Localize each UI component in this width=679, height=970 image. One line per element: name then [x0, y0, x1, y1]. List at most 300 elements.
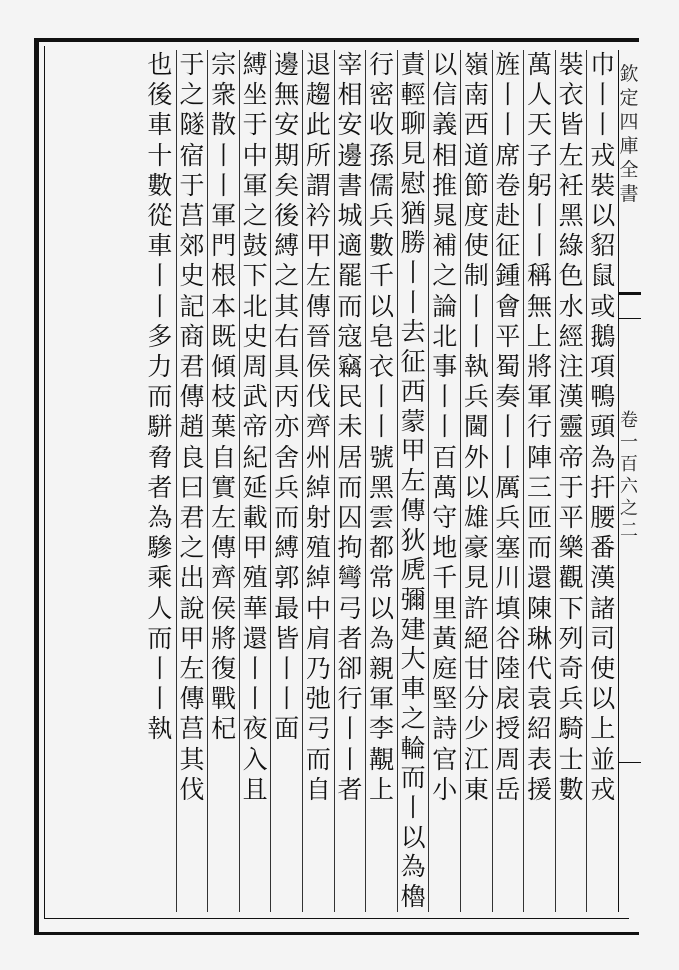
glyph: 肩: [305, 623, 331, 653]
glyph: 傳: [305, 291, 331, 321]
glyph: 執: [147, 714, 173, 744]
glyph: 傳: [179, 684, 205, 714]
glyph: 自: [305, 774, 331, 804]
glyph: 延: [242, 472, 268, 502]
glyph: 其: [274, 291, 300, 321]
glyph: 丨: [242, 654, 268, 684]
glyph: 地: [432, 533, 458, 563]
glyph: 莒: [179, 714, 205, 744]
glyph: 侯: [211, 593, 237, 623]
glyph: 以: [463, 472, 489, 502]
glyph: 論: [432, 291, 458, 321]
glyph: 君: [179, 352, 205, 382]
glyph: 輪: [400, 733, 426, 763]
glyph: 軍: [527, 382, 553, 412]
text-block: [48, 50, 618, 912]
glyph: 縛: [274, 533, 300, 563]
glyph: 蜀: [495, 352, 521, 382]
glyph: 川: [495, 563, 521, 593]
glyph: 列: [558, 623, 584, 653]
glyph: 丨: [369, 382, 395, 412]
glyph: 士: [558, 744, 584, 774]
glyph: 無: [527, 291, 553, 321]
glyph: 之: [179, 533, 205, 563]
glyph: 以: [432, 50, 458, 79]
glyph: 丨: [211, 170, 237, 200]
glyph: 數: [369, 231, 395, 261]
glyph: 丨: [463, 291, 489, 321]
glyph: 匝: [527, 503, 553, 533]
glyph: 寇: [337, 321, 363, 351]
glyph: 居: [337, 442, 363, 472]
glyph: 彌: [400, 584, 426, 614]
glyph: 齊: [305, 412, 331, 442]
glyph: 皆: [274, 623, 300, 653]
glyph: 丨: [495, 80, 521, 110]
glyph: 衽: [558, 170, 584, 200]
glyph: 甲: [400, 436, 426, 466]
glyph: 帝: [558, 442, 584, 472]
glyph: 趨: [305, 80, 331, 110]
glyph: 周: [242, 352, 268, 382]
glyph: 葉: [211, 412, 237, 442]
glyph: 征: [495, 231, 521, 261]
glyph: 行: [527, 412, 553, 442]
glyph: 出: [179, 563, 205, 593]
glyph: 還: [527, 563, 553, 593]
glyph: 面: [274, 714, 300, 744]
glyph: 漢: [558, 382, 584, 412]
glyph: 陳: [527, 593, 553, 623]
glyph: 見: [463, 563, 489, 593]
glyph: 入: [242, 744, 268, 774]
glyph: 千: [369, 261, 395, 291]
glyph: 軍: [242, 170, 268, 200]
glyph: 丨: [527, 231, 553, 261]
text-column: [239, 50, 271, 912]
glyph: 民: [337, 382, 363, 412]
glyph: 自: [211, 442, 237, 472]
glyph: 丨: [147, 654, 173, 684]
glyph: 而: [337, 472, 363, 502]
glyph: 戎: [590, 140, 616, 170]
glyph: 分: [463, 684, 489, 714]
text-column: [492, 50, 524, 912]
glyph: 制: [463, 261, 489, 291]
text-column: [365, 50, 397, 912]
glyph: 復: [211, 654, 237, 684]
glyph: 表: [527, 744, 553, 774]
glyph: 曰: [179, 472, 205, 502]
text-column: [523, 50, 555, 912]
glyph: 周: [495, 744, 521, 774]
glyph: 授: [495, 714, 521, 744]
glyph: 中: [305, 593, 331, 623]
glyph: 南: [463, 80, 489, 110]
glyph: 丨: [274, 684, 300, 714]
glyph: 會: [495, 291, 521, 321]
glyph: 號: [369, 442, 395, 472]
glyph: 趙: [179, 412, 205, 442]
glyph: 守: [432, 503, 458, 533]
glyph: 建: [400, 614, 426, 644]
glyph: 兵: [463, 382, 489, 412]
glyph: 推: [432, 170, 458, 200]
glyph: 事: [432, 352, 458, 382]
glyph: 紹: [527, 714, 553, 744]
glyph: 于: [179, 170, 205, 200]
glyph: 弓: [305, 714, 331, 744]
glyph: 傳: [211, 533, 237, 563]
glyph: 具: [274, 352, 300, 382]
glyph: 丨: [147, 261, 173, 291]
glyph: 且: [242, 774, 268, 804]
glyph: 番: [590, 533, 616, 563]
glyph: 衆: [211, 80, 237, 110]
glyph: 去: [400, 317, 426, 347]
text-column: [334, 50, 366, 912]
glyph: 裝: [558, 50, 584, 79]
text-column: [144, 50, 176, 912]
glyph: 良: [179, 442, 205, 472]
glyph: 以: [369, 291, 395, 321]
text-column: [460, 50, 492, 912]
glyph: 代: [527, 654, 553, 684]
glyph: 而: [147, 623, 173, 653]
glyph: 者: [147, 472, 173, 502]
glyph: 此: [305, 110, 331, 140]
glyph: 後: [274, 201, 300, 231]
text-column: [207, 50, 239, 912]
glyph: 水: [558, 291, 584, 321]
glyph: 左: [211, 503, 237, 533]
glyph: 綽: [305, 563, 331, 593]
glyph: 傳: [179, 382, 205, 412]
glyph: 從: [147, 201, 173, 231]
glyph: 頭: [590, 412, 616, 442]
glyph: 袁: [527, 684, 553, 714]
glyph: 安: [337, 110, 363, 140]
glyph: 黃: [432, 623, 458, 653]
glyph: 以: [590, 684, 616, 714]
glyph: 鍾: [495, 261, 521, 291]
glyph: 使: [463, 231, 489, 261]
glyph: 許: [463, 593, 489, 623]
glyph: 彎: [337, 563, 363, 593]
glyph: 力: [147, 352, 173, 382]
glyph: 百: [432, 442, 458, 472]
glyph: 者: [337, 623, 363, 653]
glyph: 書: [337, 170, 363, 200]
glyph: 將: [211, 623, 237, 653]
glyph: 注: [558, 352, 584, 382]
glyph: 後: [147, 80, 173, 110]
glyph: 晁: [432, 201, 458, 231]
glyph: 躬: [527, 170, 553, 200]
glyph: 安: [274, 110, 300, 140]
glyph: 將: [527, 352, 553, 382]
glyph: 奏: [495, 382, 521, 412]
glyph: 官: [432, 744, 458, 774]
glyph: 絕: [463, 623, 489, 653]
glyph: 城: [337, 201, 363, 231]
glyph: 侯: [305, 352, 331, 382]
glyph: 實: [211, 472, 237, 502]
glyph: 扆: [495, 684, 521, 714]
glyph: 丨: [432, 382, 458, 412]
glyph: 經: [558, 321, 584, 351]
glyph: 席: [495, 140, 521, 170]
glyph: 塞: [495, 533, 521, 563]
glyph: 人: [527, 80, 553, 110]
glyph: 厲: [495, 472, 521, 502]
glyph: 丨: [274, 654, 300, 684]
glyph: 丨: [242, 684, 268, 714]
glyph: 丨: [463, 321, 489, 351]
glyph: 退: [305, 50, 331, 79]
glyph: 駢: [147, 412, 173, 442]
glyph: 或: [590, 291, 616, 321]
glyph: 鼠: [590, 261, 616, 291]
glyph: 于: [179, 50, 205, 79]
glyph: 鼓: [242, 231, 268, 261]
glyph: 數: [147, 170, 173, 200]
glyph: 弓: [337, 593, 363, 623]
glyph: 夜: [242, 714, 268, 744]
glyph: 狄: [400, 525, 426, 555]
glyph: 丨: [495, 412, 521, 442]
glyph: 補: [432, 231, 458, 261]
glyph: 慰: [400, 168, 426, 198]
glyph: 丨: [147, 291, 173, 321]
glyph: 矣: [274, 170, 300, 200]
glyph: 觀: [558, 563, 584, 593]
glyph: 度: [463, 201, 489, 231]
glyph: 色: [558, 261, 584, 291]
glyph: 甲: [242, 533, 268, 563]
glyph: 孫: [369, 140, 395, 170]
glyph: 適: [337, 231, 363, 261]
glyph: 節: [463, 170, 489, 200]
glyph: 兵: [274, 472, 300, 502]
glyph: 小: [432, 774, 458, 804]
glyph: 使: [590, 654, 616, 684]
glyph: 數: [558, 774, 584, 804]
text-column: [555, 50, 587, 912]
glyph: 根: [211, 261, 237, 291]
glyph: 亦: [274, 412, 300, 442]
glyph: 邊: [337, 140, 363, 170]
glyph: 萬: [432, 472, 458, 502]
glyph: 丨: [369, 412, 395, 442]
glyph: 無: [274, 80, 300, 110]
glyph: 者: [337, 774, 363, 804]
text-column: [397, 50, 429, 912]
glyph: 江: [463, 744, 489, 774]
glyph: 豪: [463, 533, 489, 563]
glyph: 都: [369, 533, 395, 563]
glyph: 于: [242, 110, 268, 140]
glyph: 丨: [400, 258, 426, 288]
text-column: [176, 50, 208, 912]
glyph: 兵: [369, 201, 395, 231]
glyph: 行: [337, 684, 363, 714]
glyph: 天: [527, 110, 553, 140]
glyph: 平: [558, 503, 584, 533]
glyph: 也: [147, 50, 173, 79]
glyph: 紀: [242, 442, 268, 472]
glyph: 收: [369, 110, 395, 140]
glyph: 丙: [274, 382, 300, 412]
glyph: 坐: [242, 80, 268, 110]
glyph: 所: [305, 140, 331, 170]
glyph: 平: [495, 321, 521, 351]
glyph: 外: [463, 442, 489, 472]
glyph: 左: [400, 466, 426, 496]
glyph: 猶: [400, 198, 426, 228]
glyph: 未: [337, 412, 363, 442]
glyph: 少: [463, 714, 489, 744]
glyph: 殖: [242, 563, 268, 593]
glyph: 黑: [369, 472, 395, 502]
glyph: 奇: [558, 654, 584, 684]
glyph: 之: [242, 201, 268, 231]
glyph: 左: [558, 140, 584, 170]
glyph: 丨: [495, 110, 521, 140]
glyph: 謂: [305, 170, 331, 200]
glyph: 雲: [369, 503, 395, 533]
glyph: 人: [147, 593, 173, 623]
glyph: 鵝: [590, 321, 616, 351]
glyph: 齊: [211, 563, 237, 593]
glyph: 貂: [590, 231, 616, 261]
glyph: 黑: [558, 201, 584, 231]
glyph: 丨: [590, 110, 616, 140]
glyph: 常: [369, 563, 395, 593]
glyph: 上: [369, 774, 395, 804]
glyph: 陣: [527, 442, 553, 472]
glyph: 司: [590, 623, 616, 653]
glyph: 既: [211, 321, 237, 351]
glyph: 兵: [495, 503, 521, 533]
glyph: 丨: [211, 140, 237, 170]
glyph: 陸: [495, 654, 521, 684]
glyph: 千: [432, 563, 458, 593]
glyph: 信: [432, 80, 458, 110]
glyph: 岳: [495, 774, 521, 804]
glyph: 殖: [305, 533, 331, 563]
glyph: 本: [211, 291, 237, 321]
glyph: 載: [242, 503, 268, 533]
glyph: 衿: [305, 201, 331, 231]
glyph: 庭: [432, 654, 458, 684]
glyph: 州: [305, 442, 331, 472]
glyph: 而: [147, 382, 173, 412]
glyph: 舍: [274, 442, 300, 472]
glyph: 最: [274, 593, 300, 623]
glyph: 車: [147, 110, 173, 140]
glyph: 為: [369, 623, 395, 653]
glyph: 拘: [337, 533, 363, 563]
glyph: 下: [242, 261, 268, 291]
glyph: 而: [400, 763, 426, 793]
glyph: 執: [463, 352, 489, 382]
glyph: 丨: [527, 201, 553, 231]
glyph: 傳: [400, 495, 426, 525]
glyph: 櫓: [400, 882, 426, 912]
glyph: 道: [463, 140, 489, 170]
glyph: 腰: [590, 503, 616, 533]
glyph: 卻: [337, 654, 363, 684]
glyph: 以: [590, 201, 616, 231]
glyph: 樂: [558, 533, 584, 563]
glyph: 縛: [242, 50, 268, 79]
glyph: 乘: [147, 563, 173, 593]
glyph: 右: [274, 321, 300, 351]
margin-book-title: 欽 定 四 庫 全 書: [619, 63, 639, 205]
glyph: 車: [400, 674, 426, 704]
glyph: 左: [305, 261, 331, 291]
glyph: 並: [590, 744, 616, 774]
glyph: 漢: [590, 563, 616, 593]
glyph: 之: [179, 80, 205, 110]
glyph: 勝: [400, 228, 426, 258]
glyph: 綠: [558, 231, 584, 261]
glyph: 軍: [369, 684, 395, 714]
glyph: 丨: [337, 744, 363, 774]
glyph: 西: [400, 376, 426, 406]
glyph: 囚: [337, 503, 363, 533]
glyph: 谷: [495, 623, 521, 653]
glyph: 兵: [558, 684, 584, 714]
glyph: 相: [337, 80, 363, 110]
text-column: [302, 50, 334, 912]
glyph: 郭: [274, 563, 300, 593]
glyph: 商: [179, 321, 205, 351]
glyph: 聊: [400, 109, 426, 139]
glyph: 輕: [400, 79, 426, 109]
glyph: 丨: [147, 684, 173, 714]
glyph: 征: [400, 347, 426, 377]
glyph: 車: [147, 231, 173, 261]
glyph: 之: [274, 261, 300, 291]
glyph: 李: [369, 714, 395, 744]
glyph: 萬: [527, 50, 553, 79]
glyph: 嶺: [463, 50, 489, 79]
glyph: 北: [242, 291, 268, 321]
glyph: 裝: [590, 170, 616, 200]
glyph: 見: [400, 139, 426, 169]
glyph: 乃: [305, 654, 331, 684]
margin-rule-bottom: [619, 762, 641, 763]
glyph: 騎: [558, 714, 584, 744]
glyph: 三: [527, 472, 553, 502]
glyph: 大: [400, 644, 426, 674]
text-column: [270, 50, 302, 912]
glyph: 以: [369, 593, 395, 623]
glyph: 十: [147, 140, 173, 170]
glyph: 宿: [179, 140, 205, 170]
glyph: 項: [590, 352, 616, 382]
glyph: 覯: [369, 744, 395, 774]
glyph: 戎: [590, 774, 616, 804]
glyph: 上: [527, 321, 553, 351]
glyph: 雄: [463, 503, 489, 533]
glyph: 而: [274, 503, 300, 533]
glyph: 杞: [211, 714, 237, 744]
glyph: 而: [337, 291, 363, 321]
glyph: 密: [369, 80, 395, 110]
